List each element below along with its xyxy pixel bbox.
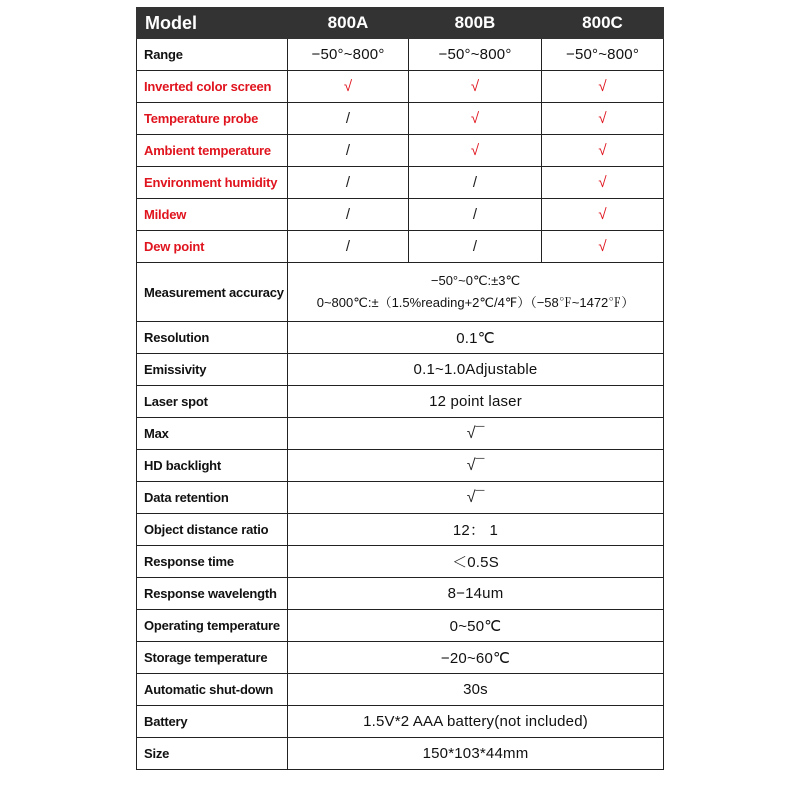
cell-value: −50°~800° [288, 39, 409, 71]
accuracy-value [288, 263, 664, 322]
slash-icon: / [345, 238, 351, 255]
slash-icon: / [345, 142, 351, 159]
cell-value [409, 135, 542, 167]
cell-value [288, 199, 409, 231]
cell-value: 12： 1 [288, 514, 664, 546]
cell-value [288, 450, 664, 482]
table-row [137, 71, 664, 103]
check-icon: √ [343, 78, 353, 95]
cell-value: 150*103*44mm [288, 738, 664, 770]
column-header-800c: 800C [542, 8, 664, 39]
cell-value: 1.5V*2 AAA battery(not included) [288, 706, 664, 738]
spec-table-body [137, 39, 664, 770]
cell-value: 0~50℃ [288, 610, 664, 642]
slash-icon: / [345, 206, 351, 223]
row-label: Response time [137, 546, 288, 578]
row-label: Emissivity [137, 354, 288, 386]
cell-value: −20~60℃ [288, 642, 664, 674]
check-icon: √ [598, 78, 607, 95]
cell-value: 12 point laser [288, 386, 664, 418]
accuracy-line-1: −50°~0℃:±3℃ [430, 273, 521, 288]
row-label: Inverted color screen [137, 71, 288, 103]
row-label: Resolution [137, 322, 288, 354]
slash-icon: / [472, 238, 478, 255]
table-row [137, 135, 664, 167]
cell-value [542, 199, 664, 231]
cell-value [288, 167, 409, 199]
table-row [137, 354, 664, 386]
table-row [137, 738, 664, 770]
table-row [137, 386, 664, 418]
row-label: Battery [137, 706, 288, 738]
row-label: Max [137, 418, 288, 450]
slash-icon: / [472, 174, 478, 191]
cell-value [288, 482, 664, 514]
cell-value [288, 71, 409, 103]
table-row [137, 450, 664, 482]
row-label: Ambient temperature [137, 135, 288, 167]
slash-icon: / [345, 174, 351, 191]
tick-icon: √¯ [466, 488, 485, 506]
tick-icon: √¯ [466, 424, 485, 442]
cell-value [409, 103, 542, 135]
row-label: Environment humidity [137, 167, 288, 199]
cell-value [409, 167, 542, 199]
table-row [137, 199, 664, 231]
cell-value [409, 231, 542, 263]
table-row [137, 706, 664, 738]
check-icon: √ [598, 142, 607, 159]
cell-value [409, 71, 542, 103]
accuracy-line-2: 0~800℃:±（1.5%reading+2℃/4℉）（−58℉~1472℉） [316, 295, 635, 310]
row-label: Storage temperature [137, 642, 288, 674]
spec-table [136, 7, 664, 770]
check-icon: √ [598, 174, 607, 191]
row-label: Response wavelength [137, 578, 288, 610]
cell-value [542, 103, 664, 135]
column-header-800b: 800B [409, 8, 542, 39]
table-row [137, 482, 664, 514]
cell-value: 8−14um [288, 578, 664, 610]
table-row [137, 231, 664, 263]
table-row [137, 642, 664, 674]
cell-value: −50°~800° [409, 39, 542, 71]
table-row [137, 39, 664, 71]
row-label: Object distance ratio [137, 514, 288, 546]
cell-value: −50°~800° [542, 39, 664, 71]
row-label: HD backlight [137, 450, 288, 482]
column-header-800a: 800A [288, 8, 409, 39]
row-label: Mildew [137, 199, 288, 231]
table-row [137, 322, 664, 354]
cell-value [542, 231, 664, 263]
cell-value [288, 231, 409, 263]
check-icon: √ [598, 110, 607, 127]
check-icon: √ [470, 110, 480, 127]
table-row [137, 167, 664, 199]
cell-value: 30s [288, 674, 664, 706]
table-row [137, 546, 664, 578]
row-label: Dew point [137, 231, 288, 263]
cell-value [542, 167, 664, 199]
table-row [137, 103, 664, 135]
tick-icon: √¯ [466, 456, 485, 474]
check-icon: √ [470, 78, 480, 95]
cell-value [542, 71, 664, 103]
row-label: Operating temperature [137, 610, 288, 642]
header-row [137, 8, 664, 39]
table-row [137, 578, 664, 610]
table-row [137, 418, 664, 450]
slash-icon: / [472, 206, 478, 223]
row-label: Laser spot [137, 386, 288, 418]
slash-icon: / [345, 110, 351, 127]
row-label: Temperature probe [137, 103, 288, 135]
accuracy-label: Measurement accuracy [144, 284, 284, 300]
table-row-accuracy [137, 263, 664, 322]
check-icon: √ [470, 142, 480, 159]
cell-value [288, 135, 409, 167]
cell-value [409, 199, 542, 231]
row-label: Data retention [137, 482, 288, 514]
row-label: Range [137, 39, 288, 71]
cell-value [288, 418, 664, 450]
table-row [137, 674, 664, 706]
table-row [137, 610, 664, 642]
cell-value: 0.1℃ [288, 322, 664, 354]
cell-value [288, 103, 409, 135]
cell-value [542, 135, 664, 167]
row-label [137, 263, 288, 322]
check-icon: √ [598, 238, 607, 255]
check-icon: √ [598, 206, 607, 223]
row-label: Size [137, 738, 288, 770]
row-label: Automatic shut-down [137, 674, 288, 706]
model-header: Model [137, 8, 288, 39]
cell-value: ＜0.5S [288, 546, 664, 578]
cell-value: 0.1~1.0Adjustable [288, 354, 664, 386]
table-row [137, 514, 664, 546]
